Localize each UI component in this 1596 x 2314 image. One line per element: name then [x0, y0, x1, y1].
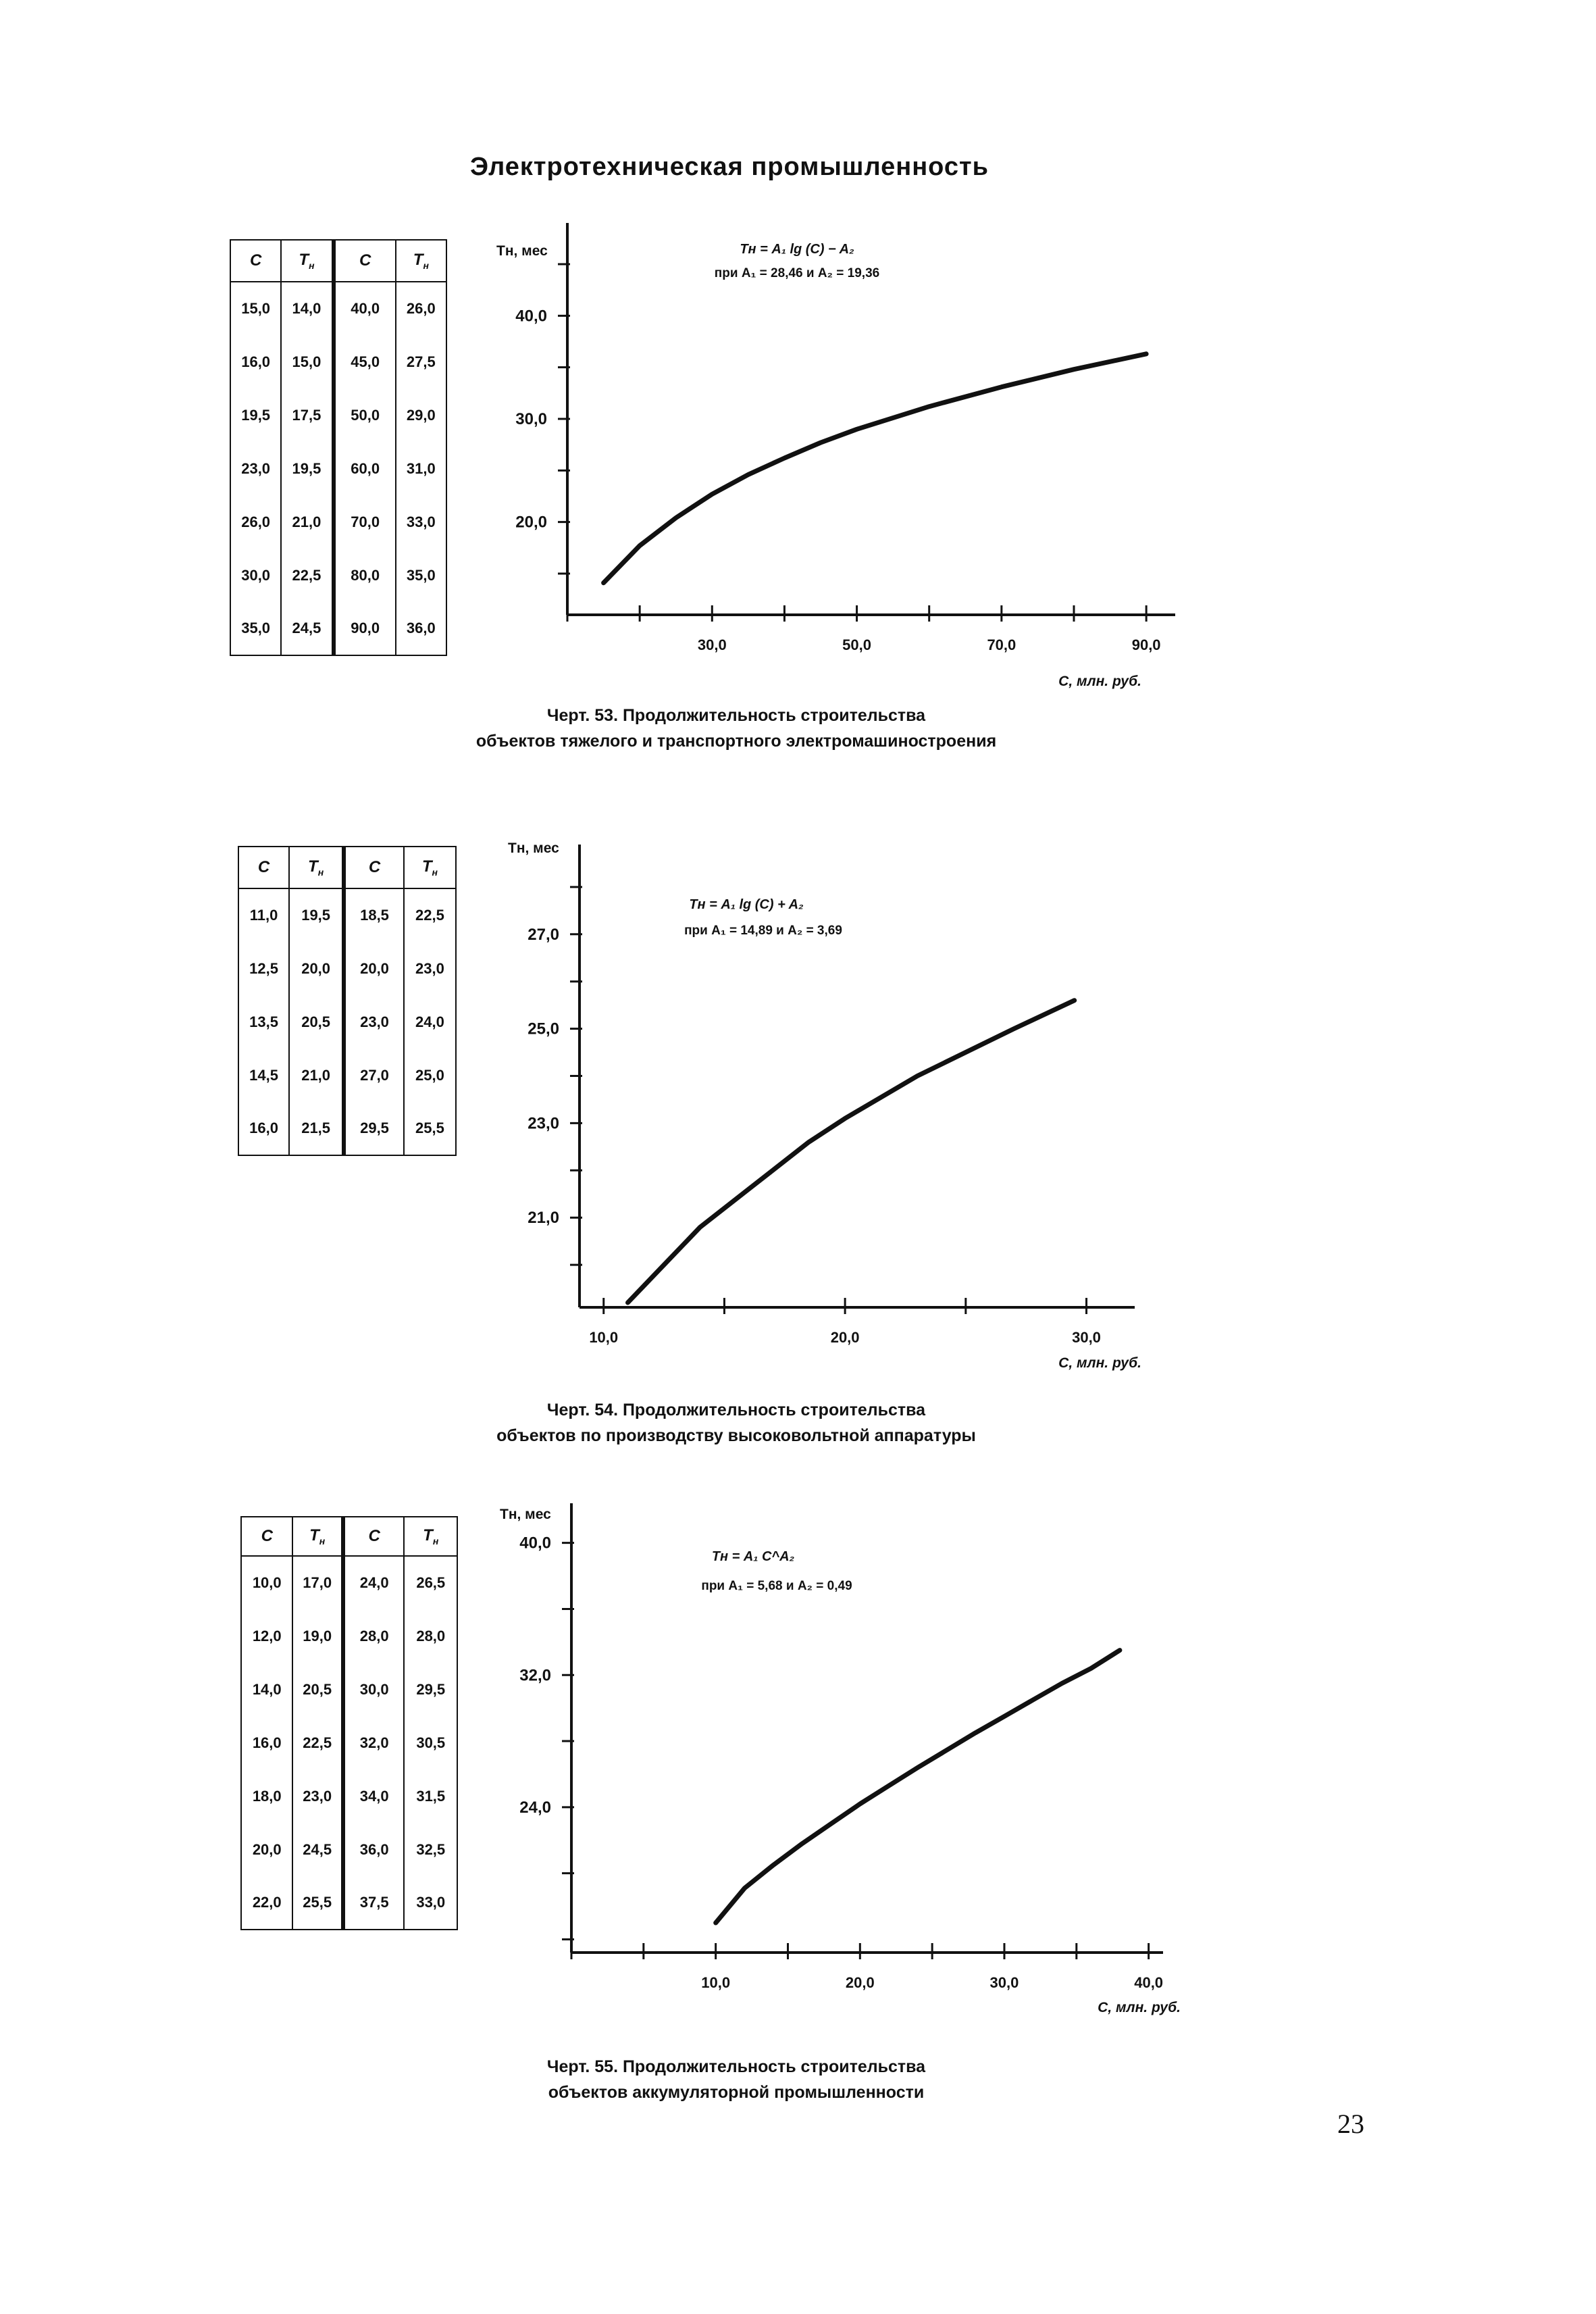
table-cell: 12,5 — [238, 942, 289, 995]
y-tick-label: 24,0 — [519, 1798, 551, 1817]
x-axis-label: C, млн. руб. — [1058, 674, 1141, 689]
table-cell: 25,0 — [404, 1049, 456, 1102]
table-cell: 33,0 — [404, 1876, 457, 1930]
y-tick-label: 30,0 — [515, 410, 547, 428]
series-line — [716, 1651, 1120, 1923]
table-cell: 25,5 — [404, 1102, 456, 1155]
table-cell: 20,0 — [344, 942, 404, 995]
table-cell: 16,0 — [241, 1716, 292, 1769]
table-cell: 40,0 — [334, 282, 396, 335]
figure-caption-53: Черт. 53. Продолжительность строительства объектов тяжелого и транспортного электромашиностроения — [475, 706, 997, 751]
x-tick-label: 50,0 — [842, 636, 871, 653]
table-cell: 13,5 — [238, 995, 289, 1049]
x-tick-label: 30,0 — [989, 1974, 1019, 1991]
table-cell: 22,0 — [241, 1876, 292, 1930]
table-cell: 21,0 — [281, 495, 333, 549]
plot-area — [519, 1503, 1163, 1991]
table-cell: 19,5 — [281, 442, 333, 495]
x-tick-label: 20,0 — [830, 1329, 860, 1346]
table-cell: 27,5 — [396, 335, 446, 388]
table-cell: 16,0 — [230, 335, 281, 388]
table-cell: 30,0 — [343, 1663, 405, 1716]
table-header-t: $T_н$ — [404, 847, 456, 888]
section-title: Электротехническая промышленность — [470, 153, 989, 181]
formula-parameters: при A₁ = 5,68 и A₂ = 0,49 — [701, 1579, 852, 1593]
table-header-c: C — [230, 240, 281, 282]
x-tick-label: 10,0 — [701, 1974, 731, 1991]
table-cell: 19,5 — [230, 388, 281, 442]
table-cell: 31,5 — [404, 1769, 457, 1823]
table-cell: 23,0 — [404, 942, 456, 995]
table-cell: 24,5 — [281, 602, 333, 655]
x-tick-label: 40,0 — [1134, 1974, 1164, 1991]
table-cell: 17,5 — [281, 388, 333, 442]
table-cell: 10,0 — [241, 1556, 292, 1609]
table-cell: 19,0 — [292, 1609, 342, 1663]
table-cell: 35,0 — [396, 549, 446, 602]
table-cell: 60,0 — [334, 442, 396, 495]
table-cell: 27,0 — [344, 1049, 404, 1102]
table-cell: 23,0 — [344, 995, 404, 1049]
table-cell: 90,0 — [334, 602, 396, 655]
table-header-t: $T_н$ — [404, 1517, 457, 1556]
table-cell: 36,0 — [343, 1823, 405, 1876]
y-axis-label: Tн, мес — [500, 1507, 551, 1522]
table-cell: 22,5 — [404, 888, 456, 942]
x-tick-label: 30,0 — [1072, 1329, 1101, 1346]
table-cell: 20,0 — [289, 942, 344, 995]
table-cell: 45,0 — [334, 335, 396, 388]
table-cell: 24,0 — [404, 995, 456, 1049]
y-tick-label: 25,0 — [527, 1020, 559, 1038]
table-cell: 28,0 — [343, 1609, 405, 1663]
figure-caption-54: Черт. 54. Продолжительность строительства объектов по производству высоковольтной аппаратуры — [496, 1401, 976, 1445]
table-cell: 20,5 — [292, 1663, 342, 1716]
page-number: 23 — [1337, 2109, 1364, 2139]
table-cell: 21,0 — [289, 1049, 344, 1102]
table-cell: 32,0 — [343, 1716, 405, 1769]
x-tick-label: 90,0 — [1131, 636, 1161, 653]
table-cell: 70,0 — [334, 495, 396, 549]
table-cell: 30,0 — [230, 549, 281, 602]
table-cell: 26,0 — [230, 495, 281, 549]
y-tick-label: 40,0 — [519, 1534, 551, 1553]
table-cell: 21,5 — [289, 1102, 344, 1155]
table-header-c: C — [241, 1517, 292, 1556]
table-cell: 24,5 — [292, 1823, 342, 1876]
table-cell: 15,0 — [230, 282, 281, 335]
y-tick-label: 40,0 — [515, 307, 547, 326]
table-cell: 18,5 — [344, 888, 404, 942]
x-axis-label: C, млн. руб. — [1098, 2000, 1181, 2015]
table-cell: 33,0 — [396, 495, 446, 549]
y-axis-label: Tн, мес — [496, 243, 548, 259]
table-cell: 36,0 — [396, 602, 446, 655]
y-axis-label: Tн, мес — [508, 840, 559, 856]
table-cell: 16,0 — [238, 1102, 289, 1155]
formula-parameters: при A₁ = 28,46 и A₂ = 19,36 — [714, 266, 880, 280]
table-cell: 31,0 — [396, 442, 446, 495]
figure-caption-55: Черт. 55. Продолжительность строительства объектов аккумуляторной промышленности — [546, 2057, 926, 2102]
table-header-t: $T_н$ — [292, 1517, 342, 1556]
y-tick-label: 27,0 — [527, 925, 559, 944]
table-cell: 24,0 — [343, 1556, 405, 1609]
table-cell: 26,5 — [404, 1556, 457, 1609]
table-cell: 17,0 — [292, 1556, 342, 1609]
x-tick-label: 20,0 — [845, 1974, 875, 1991]
table-cell: 28,0 — [404, 1609, 457, 1663]
formula: Tн = A₁ lg (C) + A₂ — [689, 897, 804, 912]
table-header-c: C — [343, 1517, 405, 1556]
formula: Tн = A₁ C^A₂ — [711, 1549, 795, 1564]
y-tick-label: 20,0 — [515, 513, 547, 532]
y-tick-label: 32,0 — [519, 1666, 551, 1685]
table-header-c: C — [334, 240, 396, 282]
x-tick-label: 70,0 — [987, 636, 1016, 653]
table-header-t: $T_н$ — [396, 240, 446, 282]
x-tick-label: 30,0 — [697, 636, 727, 653]
table-cell: 50,0 — [334, 388, 396, 442]
table-cell: 29,5 — [404, 1663, 457, 1716]
table-cell: 80,0 — [334, 549, 396, 602]
table-cell: 23,0 — [292, 1769, 342, 1823]
table-cell: 34,0 — [343, 1769, 405, 1823]
table-cell: 14,0 — [281, 282, 333, 335]
formula-parameters: при A₁ = 14,89 и A₂ = 3,69 — [684, 924, 842, 938]
table-cell: 11,0 — [238, 888, 289, 942]
table-cell: 29,0 — [396, 388, 446, 442]
table-cell: 30,5 — [404, 1716, 457, 1769]
table-cell: 25,5 — [292, 1876, 342, 1930]
table-cell: 14,0 — [241, 1663, 292, 1716]
table-cell: 14,5 — [238, 1049, 289, 1102]
y-tick-label: 21,0 — [527, 1209, 559, 1228]
table-cell: 29,5 — [344, 1102, 404, 1155]
table-cell: 22,5 — [281, 549, 333, 602]
table-header-t: $T_н$ — [281, 240, 333, 282]
table-header-t: $T_н$ — [289, 847, 344, 888]
table-cell: 37,5 — [343, 1876, 405, 1930]
table-cell: 19,5 — [289, 888, 344, 942]
table-cell: 22,5 — [292, 1716, 342, 1769]
table-cell: 18,0 — [241, 1769, 292, 1823]
y-tick-label: 23,0 — [527, 1114, 559, 1133]
table-cell: 20,0 — [241, 1823, 292, 1876]
x-tick-label: 10,0 — [589, 1329, 619, 1346]
table-cell: 12,0 — [241, 1609, 292, 1663]
table-cell: 26,0 — [396, 282, 446, 335]
table-cell: 23,0 — [230, 442, 281, 495]
x-axis-label: C, млн. руб. — [1058, 1355, 1141, 1371]
table-cell: 35,0 — [230, 602, 281, 655]
table-cell: 32,5 — [404, 1823, 457, 1876]
formula: Tн = A₁ lg (C) − A₂ — [740, 242, 854, 257]
table-cell: 20,5 — [289, 995, 344, 1049]
table-header-c: C — [344, 847, 404, 888]
table-cell: 15,0 — [281, 335, 333, 388]
table-header-c: C — [238, 847, 289, 888]
